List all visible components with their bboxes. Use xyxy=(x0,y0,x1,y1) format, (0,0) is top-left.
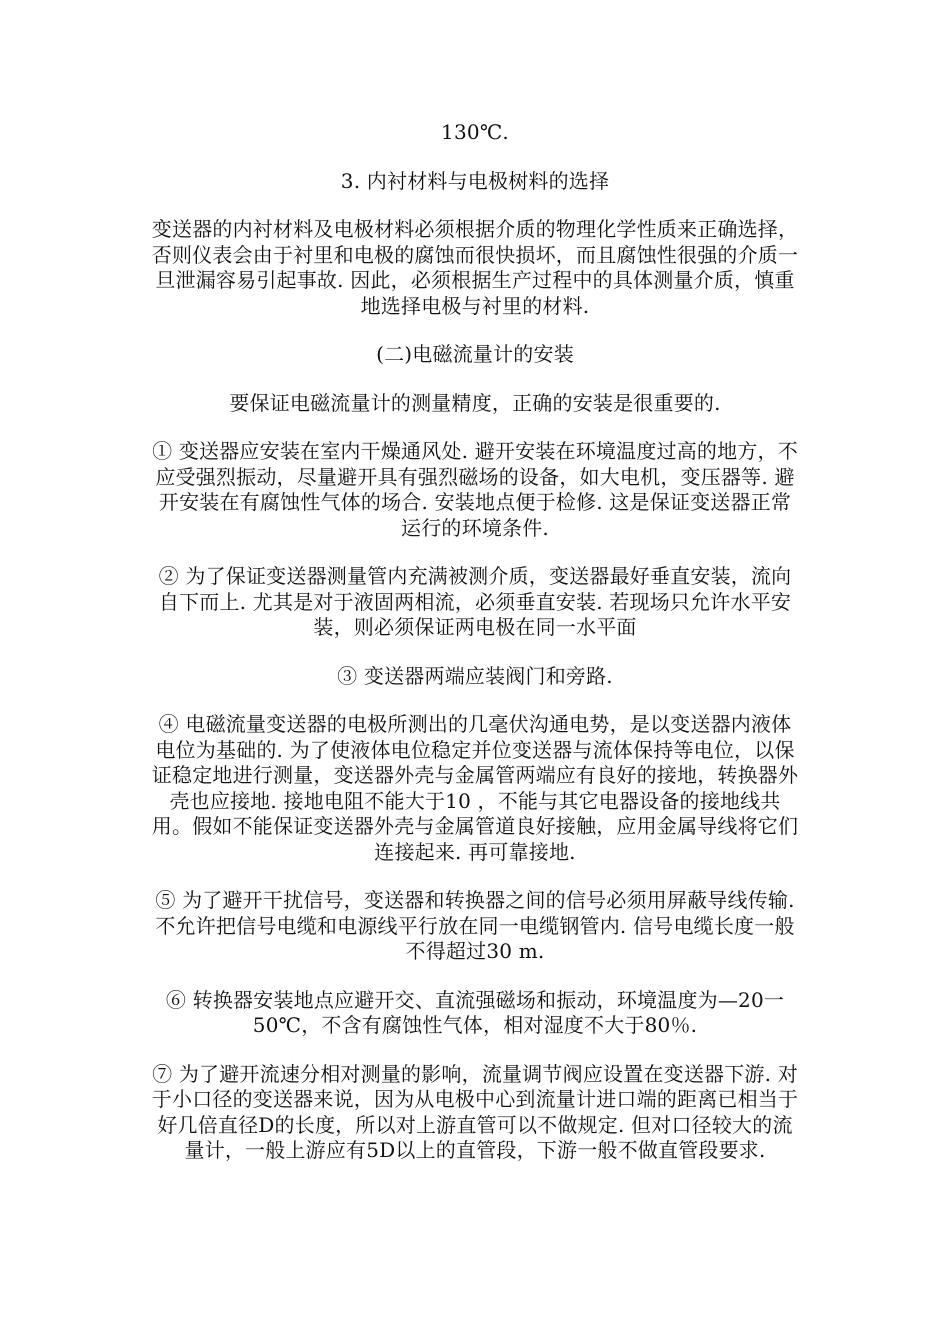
paragraph-item-7: ⑦ 为了避开流速分相对测量的影响，流量调节阀应设置在变送器下游. 对于小口径的变送器来说，因为从电极中心到流量计进口端的距离已相当于好几倍直径D的长度，所以对上游直管可以不做规定. 但对口径较大的流量计，一般上游应有5D以上的直管段，下游一般不做直管段要求. xyxy=(151,1061,799,1162)
paragraph-item-6: ⑥ 转换器安装地点应避开交、直流强磁场和振动，环境温度为—20一50℃，不含有腐蚀性气体，相对湿度不大于80％. xyxy=(165,987,785,1037)
paragraph-item-5: ⑤ 为了避开干扰信号，变送器和转换器之间的信号必须用屏蔽导线传输. 不允许把信号电缆和电源线平行放在同一电缆钢管内. 信号电缆长度一般不得超过30 m. xyxy=(155,888,795,963)
paragraph-temperature: 130℃. xyxy=(441,120,509,144)
paragraph-item-2: ② 为了保证变送器测量管内充满被测介质，变送器最好垂直安装，流向自下而上. 尤其是对于液固两相流，必须垂直安装. 若现场只允许水平安装，则必须保证两电极在同一水平面 xyxy=(158,564,792,639)
paragraph-installation-intro: 要保证电磁流量计的测量精度，正确的安装是很重要的. xyxy=(229,390,721,415)
heading-installation: (二)电磁流量计的安装 xyxy=(376,342,574,366)
paragraph-material-selection: 变送器的内衬材料及电极材料必须根据介质的物理化学性质来正确选择，否则仪表会由于衬里和电极的腐蚀而很快损坏，而且腐蚀性很强的介质一旦泄漏容易引起事故. 因此，必须根据生产过程中的具体测量介质，慎重地选择电极与衬里的材料. xyxy=(151,217,799,318)
paragraph-item-3: ③ 变送器两端应装阀门和旁路. xyxy=(337,663,613,688)
paragraph-item-4: ④ 电磁流量变送器的电极所测出的几毫伏沟通电势，是以变送器内液体电位为基础的. 为了使液体电位稳定并位变送器与流体保持等电位，以保证稳定地进行测量，变送器外壳与金属管两端应有良好的接地，转换器外壳也应接地. 接地电阻不能大于10 ，不能与其它电器设备的接地线共用。假如不能保证变送器外壳与金属管道良好接触，应用金属导线将它们连接起来. 再可靠接地. xyxy=(151,712,799,864)
paragraph-item-1: ① 变送器应安装在室内干燥通风处. 避开安装在环境温度过高的地方，不应受强烈振动，尽量避开具有强烈磁场的设备，如大电机，变压器等. 避开安装在有腐蚀性气体的场合. 安装地点便于检修. 这是保证变送器正常运行的环境条件. xyxy=(152,439,798,540)
document-page xyxy=(150,120,800,1164)
heading-lining-electrode-material: 3. 内衬材料与电极树料的选择 xyxy=(340,168,610,193)
